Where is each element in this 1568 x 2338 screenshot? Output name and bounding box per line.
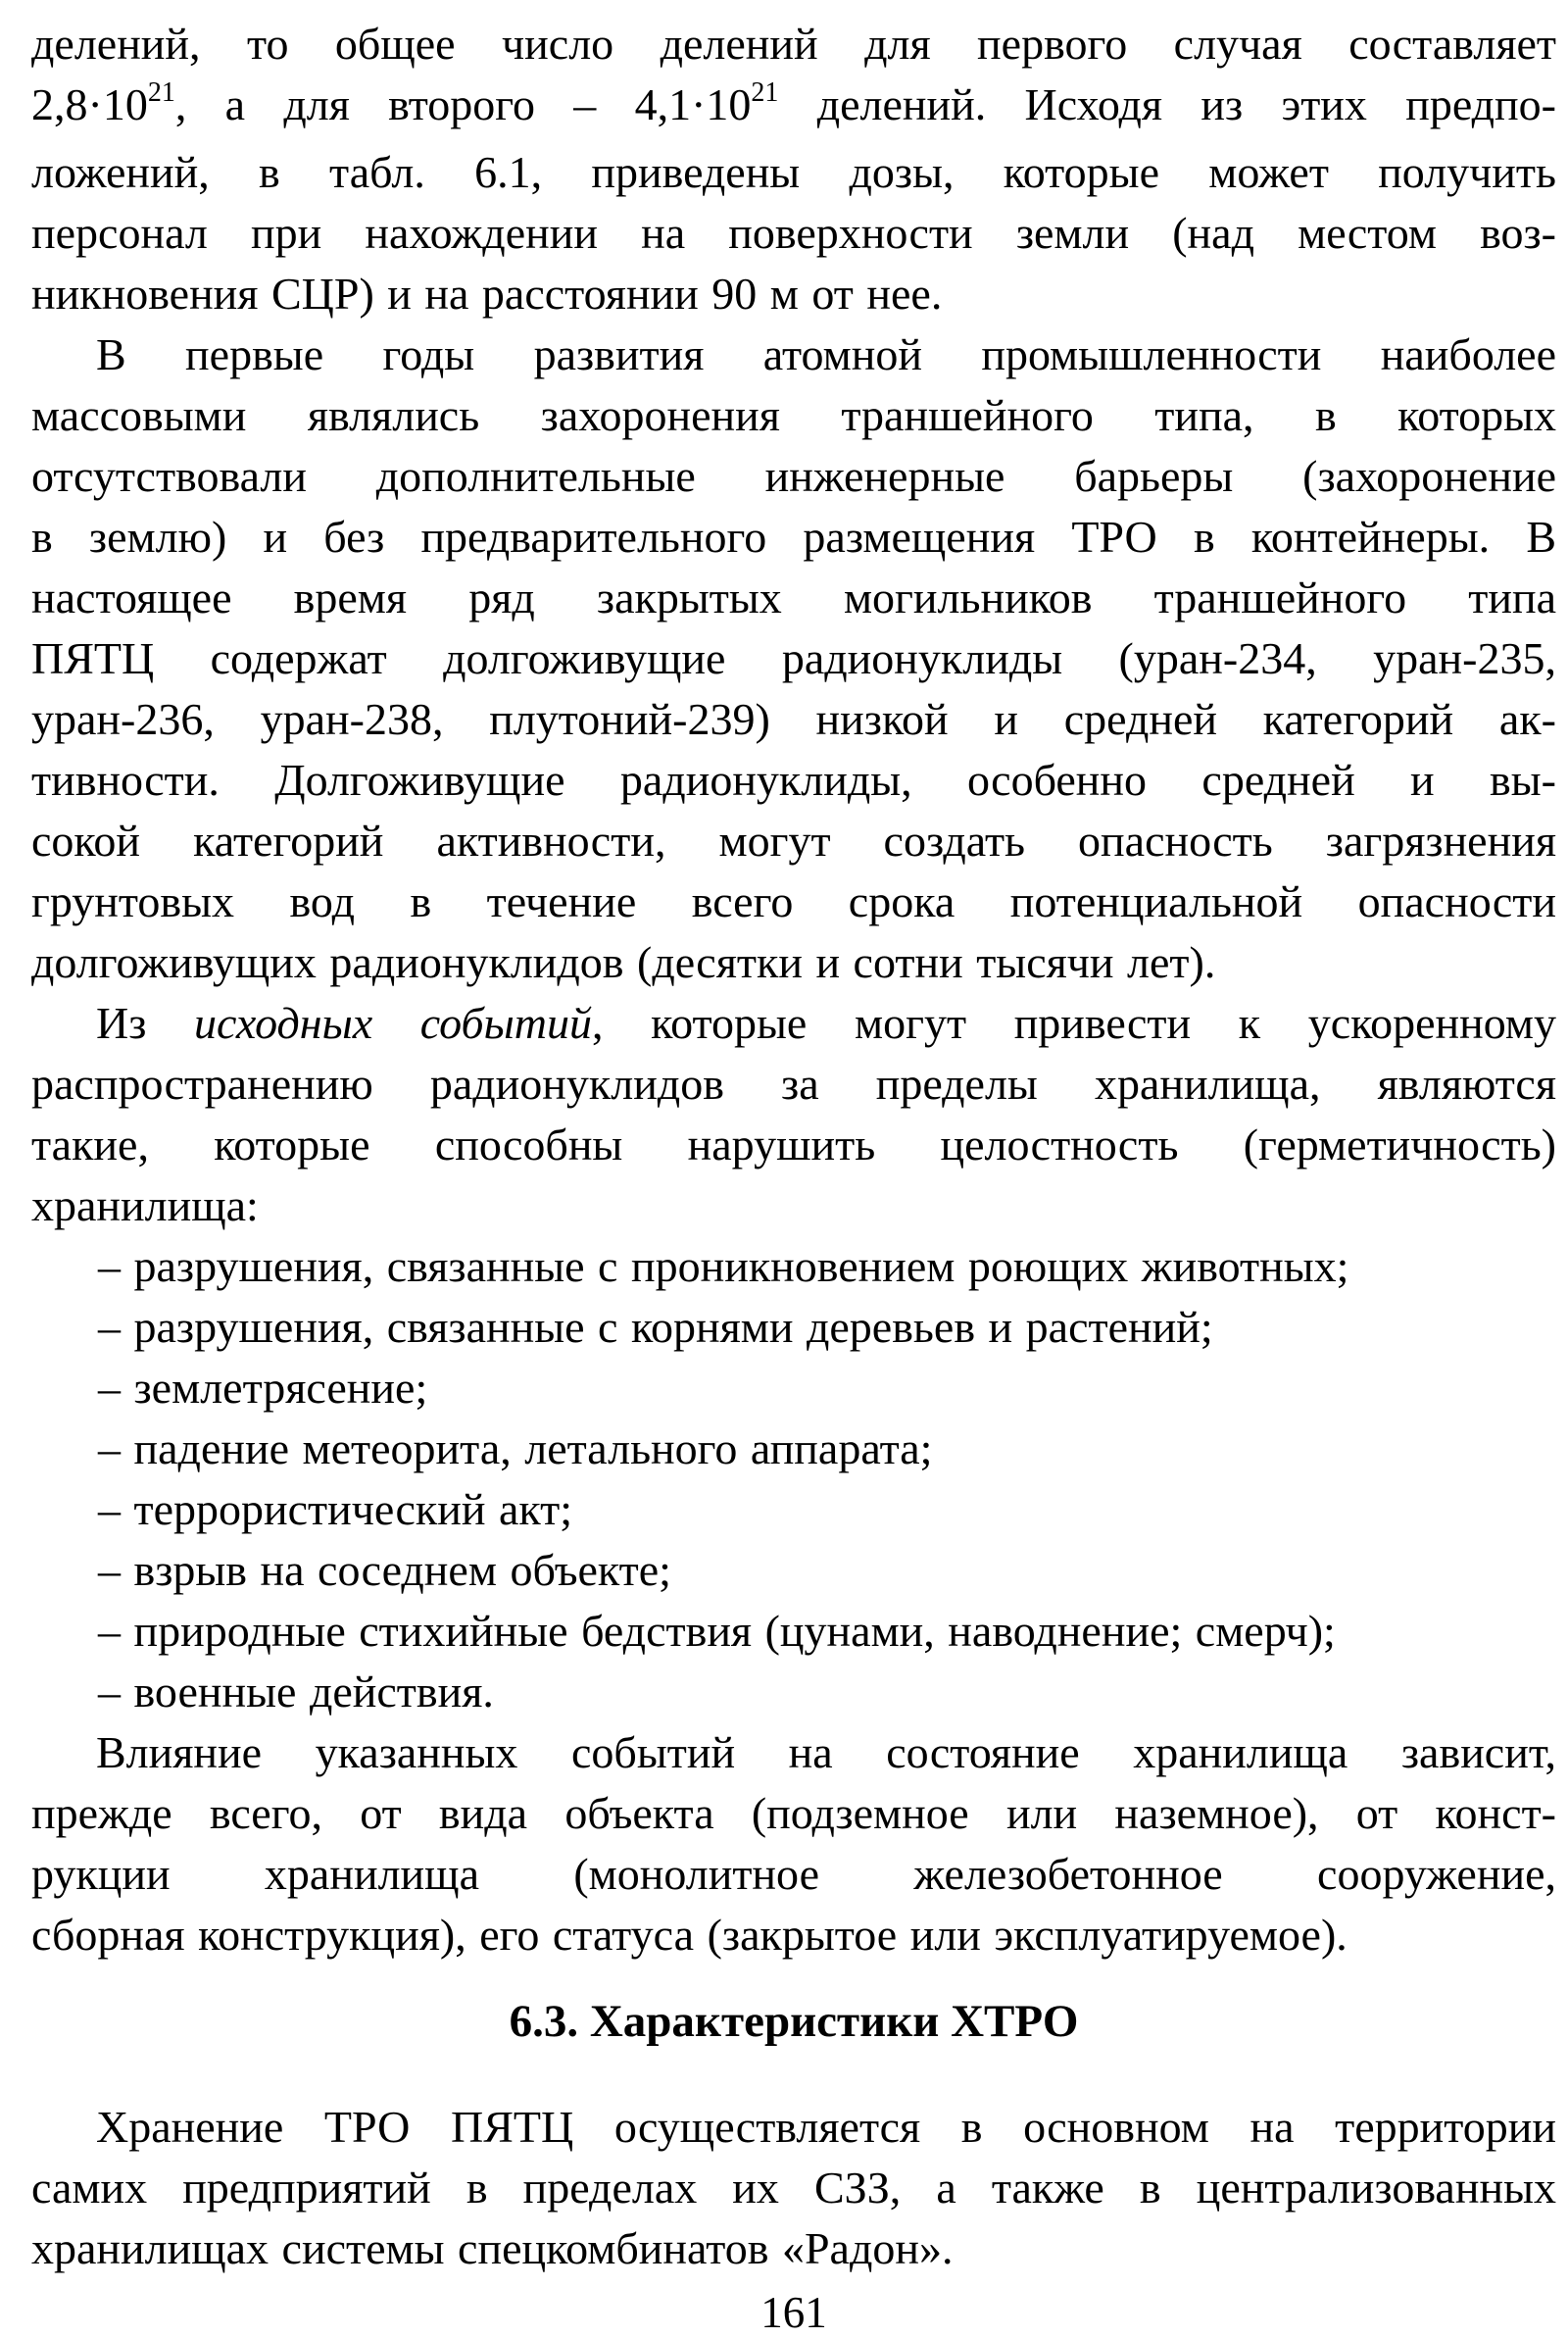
list-item: – разрушения, связанные с корнями деревьев и растений; bbox=[98, 1302, 1213, 1352]
footer-paragraph bbox=[31, 2097, 1556, 2279]
superscript-exponent: 21 bbox=[751, 77, 779, 108]
text-segment: делений. Исходя из этих предпо- bbox=[778, 79, 1556, 129]
text-line: ложений, в табл. 6.1, приведены дозы, которые может получить bbox=[31, 147, 1556, 197]
text-line: Влияние указанных событий на состояние хранилища зависит, bbox=[96, 1727, 1556, 1777]
text-line: грунтовых вод в течение всего срока потенциальной опасности bbox=[31, 876, 1556, 926]
text-line: отсутствовали дополнительные инженерные барьеры (захоронение bbox=[31, 451, 1556, 501]
text-line: персонал при нахождении на поверхности земли (над местом воз- bbox=[31, 208, 1556, 258]
list-item: – падение метеорита, летального аппарата; bbox=[98, 1423, 933, 1473]
text-segment: , которые могут привести к ускоренному bbox=[591, 998, 1557, 1048]
text-line: настоящее время ряд закрытых могильников траншейного типа bbox=[31, 572, 1556, 622]
list-item: – землетрясение; bbox=[98, 1363, 428, 1413]
text-line: долгоживущих радионуклидов (десятки и сотни тысячи лет). bbox=[31, 937, 1216, 987]
text-line: сборная конструкция), его статуса (закрытое или эксплуатируемое). bbox=[31, 1910, 1348, 1960]
list-item: – террористический акт; bbox=[98, 1484, 573, 1534]
text-line: самих предприятий в пределах их СЗЗ, а также в централизованных bbox=[31, 2163, 1556, 2213]
text-segment: Из bbox=[96, 998, 195, 1048]
page-number: 161 bbox=[760, 2288, 827, 2337]
list-item: – разрушения, связанные с проникновением роющих животных; bbox=[98, 1241, 1349, 1291]
text-line bbox=[31, 75, 1556, 142]
section-heading: 6.3. Характеристики ХТРО bbox=[509, 1996, 1079, 2047]
text-line: никновения СЦР) и на расстоянии 90 м от нее. bbox=[31, 269, 943, 319]
text-line: Хранение ТРО ПЯТЦ осуществляется в основном на территории bbox=[96, 2102, 1556, 2152]
text-line: такие, которые способны нарушить целостность (герметичность) bbox=[31, 1119, 1556, 1169]
text-segment: , а для второго – 4,1·10 bbox=[174, 79, 752, 129]
text-line: сокой категорий активности, могут создать опасность загрязнения bbox=[31, 816, 1556, 866]
text-line: В первые годы развития атомной промышленности наиболее bbox=[96, 329, 1556, 379]
list-item: – военные действия. bbox=[98, 1666, 494, 1716]
text-line: распространению радионуклидов за пределы хранилища, являются bbox=[31, 1059, 1556, 1109]
text-line: делений, то общее число делений для первого случая составляет bbox=[31, 19, 1556, 69]
list-item: – взрыв на соседнем объекте; bbox=[98, 1545, 671, 1595]
text-line: тивности. Долгоживущие радионуклиды, особенно средней и вы- bbox=[31, 755, 1556, 805]
italic-term: исходных событий bbox=[194, 998, 592, 1048]
text-line: в землю) и без предварительного размещения ТРО в контейнеры. В bbox=[31, 512, 1556, 562]
text-line: массовыми являлись захоронения траншейного типа, в которых bbox=[31, 390, 1556, 440]
text-line: ПЯТЦ содержат долгоживущие радионуклиды (уран-234, уран-235, bbox=[31, 633, 1556, 683]
body-text bbox=[31, 14, 1556, 1965]
text-line: прежде всего, от вида объекта (подземное или наземное), от конст- bbox=[31, 1788, 1556, 1838]
text-line: уран-236, уран-238, плутоний-239) низкой и средней категорий ак- bbox=[31, 694, 1556, 744]
list-item: – природные стихийные бедствия (цунами, наводнение; смерч); bbox=[98, 1606, 1336, 1656]
text-line: хранилищах системы спецкомбинатов «Радон». bbox=[31, 2223, 954, 2273]
superscript-exponent: 21 bbox=[147, 77, 175, 108]
text-line bbox=[31, 993, 1556, 1054]
text-line: рукции хранилища (монолитное железобетонное сооружение, bbox=[31, 1849, 1556, 1899]
text-line: хранилища: bbox=[31, 1180, 259, 1230]
text-segment: 2,8·10 bbox=[31, 79, 148, 129]
